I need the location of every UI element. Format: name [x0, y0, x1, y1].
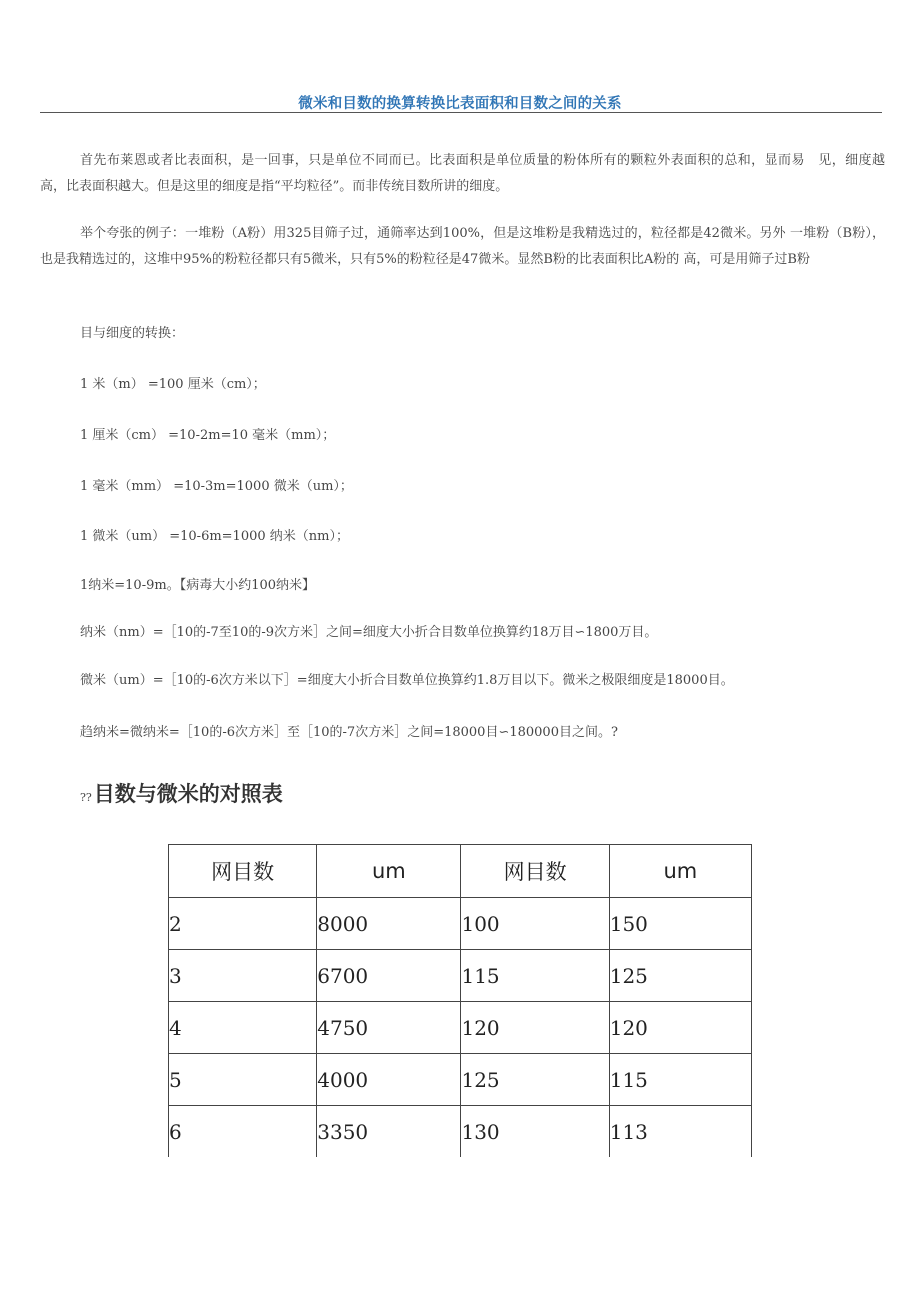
title-divider [40, 112, 882, 113]
conversion-line: 微米（um）=［10的-6次方米以下］=细度大小折合目数单位换算约1.8万目以下。微米之极限细度是18000目。 [80, 673, 734, 688]
cell-mesh: 100 [461, 898, 609, 950]
table-row [169, 1106, 752, 1158]
conversion-line: 1 毫米（mm） =10-3m=1000 微米（um）； [80, 479, 353, 494]
cell-um: 6700 [317, 950, 461, 1002]
cell-um: 4000 [317, 1054, 461, 1106]
cell-um: 113 [609, 1106, 751, 1158]
cell-mesh: 4 [169, 1002, 317, 1054]
conversion-line: 1 厘米（cm） =10-2m=10 毫米（mm）； [80, 428, 336, 443]
table-header-row [169, 845, 752, 898]
cell-um: 8000 [317, 898, 461, 950]
mesh-table-container [168, 844, 752, 1157]
cell-um: 115 [609, 1054, 751, 1106]
intro-paragraph: 首先布莱恩或者比表面积，是一回事，只是单位不同而已。比表面积是单位质量的粉体所有的颗粒外表面积的总和，显而易 见，细度越高，比表面积越大。但是这里的细度是指“平均粒径”。而非传统目数所讲的细度。 [40, 153, 885, 194]
section-heading-prefix: ?? [80, 791, 92, 804]
cell-um: 150 [609, 898, 751, 950]
conversion-line: 纳米（nm）=［10的-7至10的-9次方米］之间=细度大小折合目数单位换算约18万目∽1800万目。 [80, 625, 658, 640]
table-row [169, 1002, 752, 1054]
header-um: um [609, 845, 751, 898]
mesh-micron-table [168, 844, 752, 1157]
conversion-line: 1纳米=10-9m。【病毒大小约100纳米】 [80, 578, 316, 593]
cell-mesh: 5 [169, 1054, 317, 1106]
conversion-line: 1 米（m） =100 厘米（cm）； [80, 377, 266, 392]
cell-mesh: 115 [461, 950, 609, 1002]
cell-um: 120 [609, 1002, 751, 1054]
example-paragraph: 举个夸张的例子：一堆粉（A粉）用325目筛子过，通筛率达到100%，但是这堆粉是我精选过的，粒径都是42微米。另外 一堆粉（B粉），也是我精选过的，这堆中95%的粉粒径都只有5微米，只有5%的粉粒径是47微米。显然B粉的比表面积比A粉的 高，可是用筛子过B粉 [40, 226, 885, 267]
page-title: 微米和目数的换算转换比表面积和目数之间的关系 [298, 96, 622, 112]
table-row [169, 950, 752, 1002]
table-row [169, 1054, 752, 1106]
header-mesh: 网目数 [461, 845, 609, 898]
cell-mesh: 125 [461, 1054, 609, 1106]
conversion-line: 趋纳米=微纳米=［10的-6次方米］至［10的-7次方米］之间=18000目∽180000目之间。? [80, 725, 618, 740]
cell-um: 4750 [317, 1002, 461, 1054]
cell-mesh: 130 [461, 1106, 609, 1158]
section-heading [80, 778, 283, 808]
cell-mesh: 6 [169, 1106, 317, 1158]
cell-um: 3350 [317, 1106, 461, 1158]
conversion-line: 1 微米（um） =10-6m=1000 纳米（nm）； [80, 529, 349, 544]
cell-mesh: 2 [169, 898, 317, 950]
conversion-heading: 目与细度的转换： [80, 326, 185, 341]
cell-um: 125 [609, 950, 751, 1002]
table-row [169, 898, 752, 950]
header-um: um [317, 845, 461, 898]
section-heading-text: 目数与微米的对照表 [93, 782, 283, 806]
cell-mesh: 120 [461, 1002, 609, 1054]
header-mesh: 网目数 [169, 845, 317, 898]
cell-mesh: 3 [169, 950, 317, 1002]
